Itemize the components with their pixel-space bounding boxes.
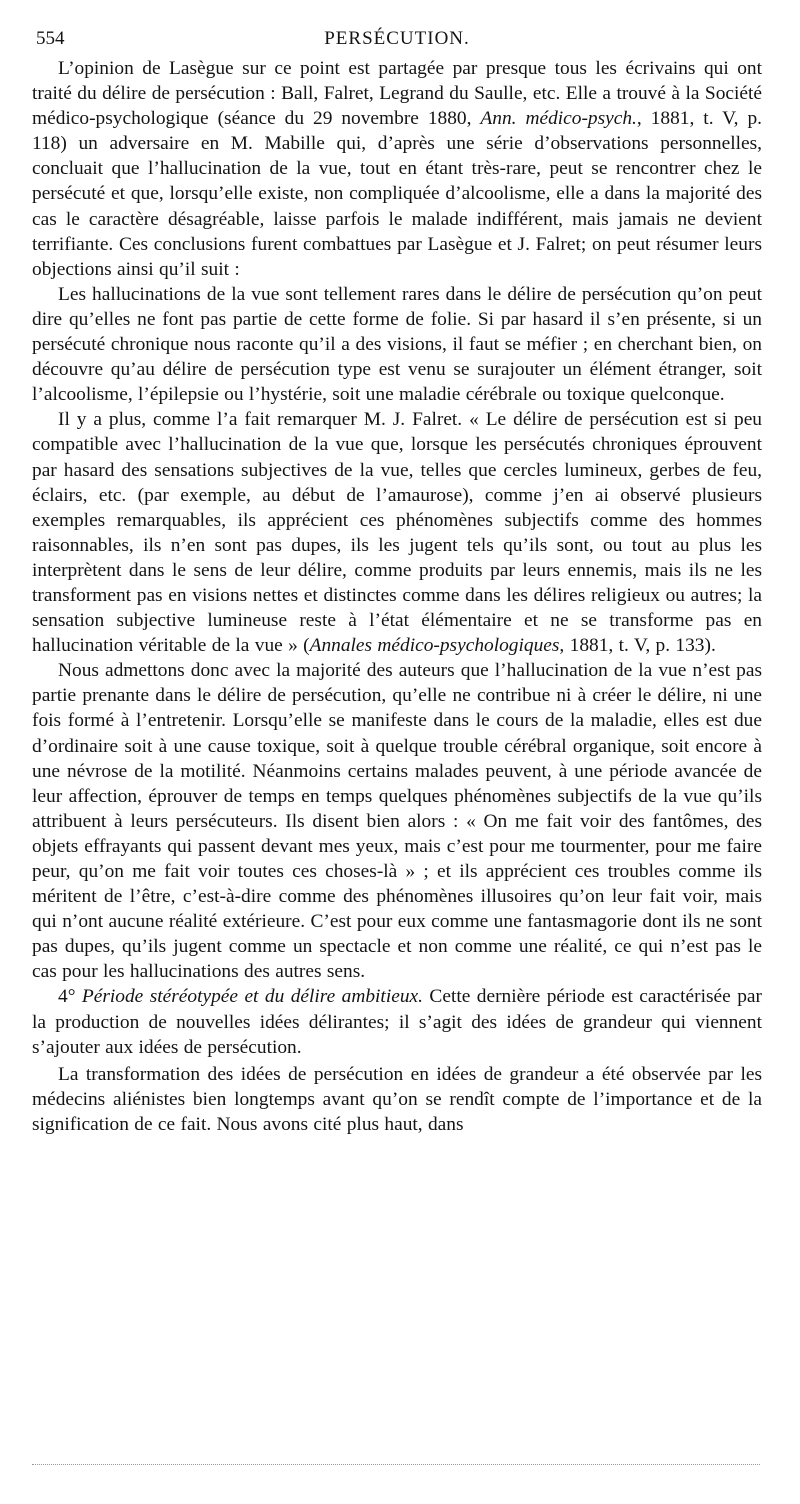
paragraph (32, 1062, 762, 1137)
text-run: Les hallucinations de la vue sont tellement rares dans le délire de persécution qu’on peut dire qu’elles ne font pas partie de cette forme de folie. Si par hasard il s’en présente, si un persécuté chronique nous raconte qu’il a des visions, il faut se méfier ; en cherchant bien, on découvre qu’au délire de persécution type est venu se surajouter un élément étranger, soit l’alcoolisme, l’épilepsie ou l’hystérie, soit une maladie cérébrale ou toxique quelconque. (32, 283, 762, 406)
text-run: , 1881, t. V, p. 133). (559, 635, 716, 657)
book-page (32, 28, 762, 1137)
italic-text: Ann. médico-psych. (480, 108, 637, 130)
paragraph (32, 407, 762, 658)
text-run: Il y a plus, comme l’a fait remarquer M. J. Falret. « Le délire de persécution est si peu compatible avec l’hallucination de la vue que, lorsque les persécutés chroniques éprouvent par hasard des sensations subjectives de la vue, telles que cercles lumineux, gerbes de feu, éclairs, etc. (par exemple, au début de l’amaurose), comme j’en ai observé plusieurs exemples remarquables, ils apprécient ces phénomènes subjectifs comme des hommes raisonnables, ils n’en sont pas dupes, ils les jugent tels qu’ils sont, ou tout au plus les interprètent dans le sens de leur délire, comme produits par leurs ennemis, mais ils ne les transforment pas en visions nettes et distinctes comme dans les délires religieux ou autres; la sensation subjective lumineuse reste à l’état élémentaire et ne se transforme pas en hallucination véritable de la vue » ( (32, 409, 762, 657)
page-number: 554 (36, 28, 65, 49)
text-run: L’opinion de Lasègue sur ce point est partagée par presque tous les écrivains qui ont traité du délire de persécution : Ball, Falret, Legrand du Saulle, etc. Elle a trouvé à la Société médico-psychologique (séance du 29 novembre 1880, (32, 58, 762, 130)
italic-text: Période stéréotypée et du délire ambitieux. (81, 986, 423, 1008)
paragraph (32, 282, 762, 407)
text-run: Cette dernière période est caractérisée par la production de nouvelles idées délirantes; il s’agit des idées de grandeur qui viennent s’ajouter aux idées de persécution. (32, 986, 762, 1058)
running-title: PERSÉCUTION. (324, 28, 470, 49)
text-run: 4° (58, 986, 82, 1008)
italic-text: Annales médico-psychologiques (309, 635, 560, 657)
text-run: La transformation des idées de persécution en idées de grandeur a été observée par les médecins aliénistes bien longtemps avant qu’on se rendît compte de l’importance et de la signification de ce fait. Nous avons cité plus haut, dans (32, 1063, 762, 1135)
running-head (32, 28, 762, 56)
text-run: Nous admettons donc avec la majorité des auteurs que l’hallucination de la vue n’est pas partie prenante dans le délire de persécution, qu’elle ne contribue ni à créer le délire, ni une fois formé à l’entretenir. Lorsqu’elle se manifeste dans le cours de la maladie, elles est due d’ordinaire soit à une cause toxique, soit à quelque trouble cérébral organique, soit encore à une névrose de la motilité. Néanmoins certains malades peuvent, à une période avancée de leur affection, éprouver de temps en temps quelques phénomènes subjectifs de la vue qu’ils attribuent à leurs persécuteurs. Ils disent bien alors : « On me fait voir des fantômes, des objets effrayants qui passent devant mes yeux, mais c’est pour me tourmenter, pour me faire peur, qu’on me fait voir toutes ces choses-là » ; et ils apprécient ces troubles comme ils méritent de l’être, c’est-à-dire comme des phénomènes illusoires qu’on leur fait voir, mais qui n’ont aucune réalité extérieure. C’est pour eux comme une fantasmagorie dont ils ne sont pas dupes, qu’ils jugent comme un spectacle et non comme une réalité, ce qui n’est pas le cas pour les hallucinations des autres sens. (32, 660, 762, 983)
paragraph (32, 56, 762, 282)
paragraph (32, 658, 762, 984)
body-text (32, 56, 762, 1137)
paragraph (32, 984, 762, 1059)
text-run: , 1881, t. V, p. 118) un adversaire en M. Mabille qui, d’après une série d’observations personnelles, concluait que l’hallucination de la vue, tout en étant très-rare, peut se rencontrer chez le persécuté et que, lorsqu’elle existe, non compliquée d’alcoolisme, elle a dans la majorité des cas le caractère désagréable, laisse parfois le malade indifférent, mais jamais ne devient terrifiante. Ces conclusions furent combattues par Lasègue et J. Falret; on peut résumer leurs objections ainsi qu’il suit : (32, 108, 762, 280)
footer-rule (32, 1464, 760, 1465)
